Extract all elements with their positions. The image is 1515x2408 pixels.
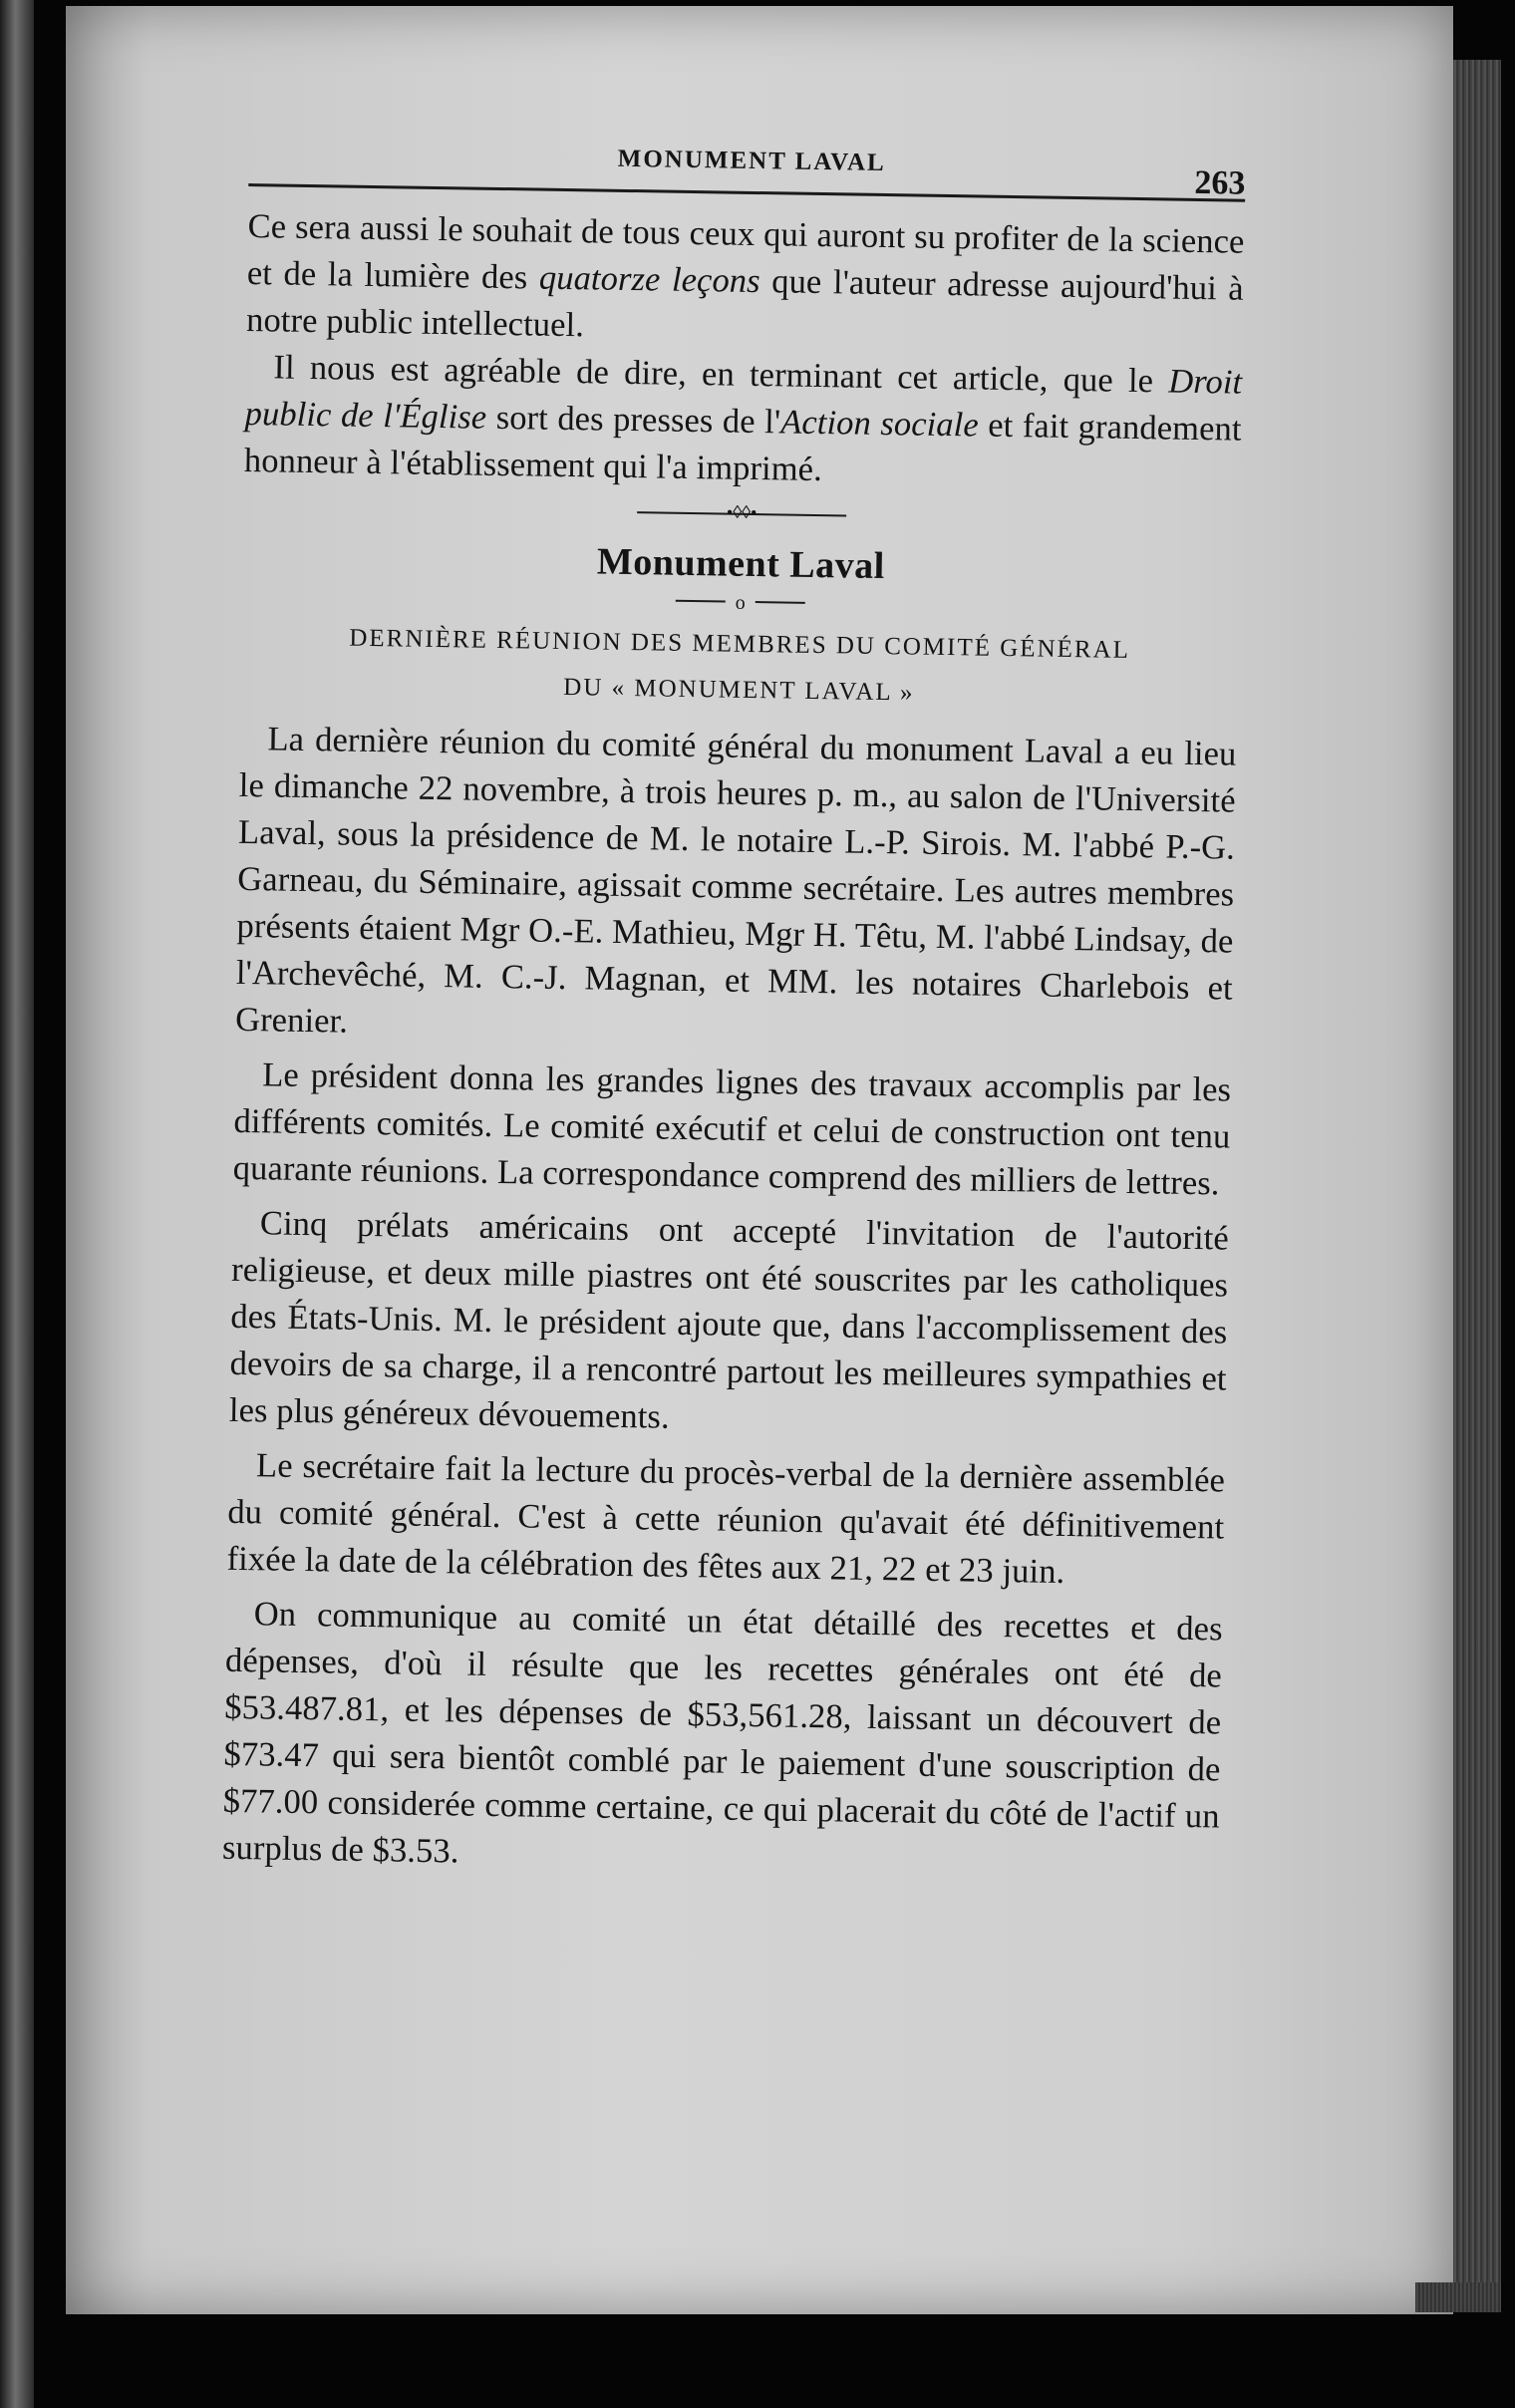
paragraph-prelats: Cinq prélats américains ont accepté l'invitation de l'autorité religieuse, et deux mille piastres ont été souscrites par les catholiques des États-Unis. M. le président ajoute que, dans l'accomplissement des devoirs de sa charge, il a rencontré partout les meilleures sympathies et les plus généreux dévouements. bbox=[228, 1204, 1230, 1436]
previous-page-edge bbox=[0, 0, 34, 2408]
section-subheading bbox=[240, 614, 1238, 722]
running-title: MONUMENT LAVAL bbox=[617, 145, 886, 177]
section-title: Monument Laval bbox=[596, 540, 886, 588]
page-stack-edge bbox=[1453, 60, 1501, 2308]
separator-ornament: •◊◊• bbox=[726, 501, 758, 523]
subheading-line-1: DERNIÈRE RÉUNION DES MEMBRES DU COMITÉ GÉNÉRAL bbox=[349, 624, 1131, 664]
text-block bbox=[222, 140, 1246, 1887]
paragraph-president: Le président donna les grandes lignes des travaux accomplis par les différents comités. Le comité exécutif et celui de construction ont tenu quarante réunions. La correspondance comprend des milliers de lettres. bbox=[232, 1055, 1232, 1203]
ornament-circle: o bbox=[735, 591, 746, 614]
paragraph-reunion: La dernière réunion du comité général du monument Laval a eu lieu le dimanche 22 novembre, à trois heures p. m., au salon de l'Université Laval, sous la présidence de M. le notaire L.-P. Sirois. M. l'abbé P.-G. Garneau, du Séminaire, agissait comme secrétaire. Les autres membres présents étaient Mgr O.-E. Mathieu, Mgr H. Têtu, M. l'abbé Lindsay, de l'Archevêché, M. C.-J. Magnan, et MM. les notaires Charlebois et Grenier. bbox=[234, 720, 1237, 1041]
paragraph-droit-public bbox=[244, 344, 1243, 500]
page-number: 263 bbox=[1194, 163, 1246, 202]
italic-title: Droit public de l'Église bbox=[244, 362, 1243, 437]
paragraph-souhait bbox=[246, 203, 1245, 360]
italic-title: Action sociale bbox=[779, 403, 980, 445]
page-stack-edge-bottom bbox=[1415, 2282, 1501, 2312]
paragraph-text: que l'auteur adresse aujourd'hui à notre public intellectuel. bbox=[245, 262, 1245, 345]
paragraph-finances: On communique au comité un état détaillé des recettes et des dépenses, d'où il résulte que les recettes générales ont été de $53.487.81, et les dépenses de $53,561.28, laissant un découvert de $73.47 qui sera bientôt comblé par le paiement d'une souscription de $77.00 considerée comme certaine, ce qui placerait du côté de l'actif un surplus de $3.53. bbox=[221, 1595, 1223, 1871]
italic-title: quatorze leçons bbox=[538, 258, 761, 301]
paragraph-text: Il nous est agréable de dire, en terminant cet article, que le bbox=[273, 348, 1169, 401]
subheading-line-2: DU « MONUMENT LAVAL » bbox=[563, 674, 915, 707]
section-separator bbox=[243, 496, 1240, 538]
header-rule bbox=[248, 183, 1245, 202]
ornament-rule-right bbox=[756, 601, 805, 604]
paragraph-text: et fait grandement honneur à l'établissement qui l'a imprimé. bbox=[243, 406, 1242, 489]
paragraph-text: sort des presses de l' bbox=[485, 398, 781, 442]
ornament-rule-left bbox=[676, 600, 726, 603]
paragraph-secretaire: Le secrétaire fait la lecture du procès-verbal de la dernière assemblée du comité général. C'est à cette réunion qu'avait été définitivement fixée la date de la célébration des fêtes aux 21, 22 et 23 juin. bbox=[226, 1446, 1226, 1592]
paragraph-text: Ce sera aussi le souhait de tous ceux qui auront su profiter de la science et de la lumière des bbox=[246, 206, 1245, 297]
